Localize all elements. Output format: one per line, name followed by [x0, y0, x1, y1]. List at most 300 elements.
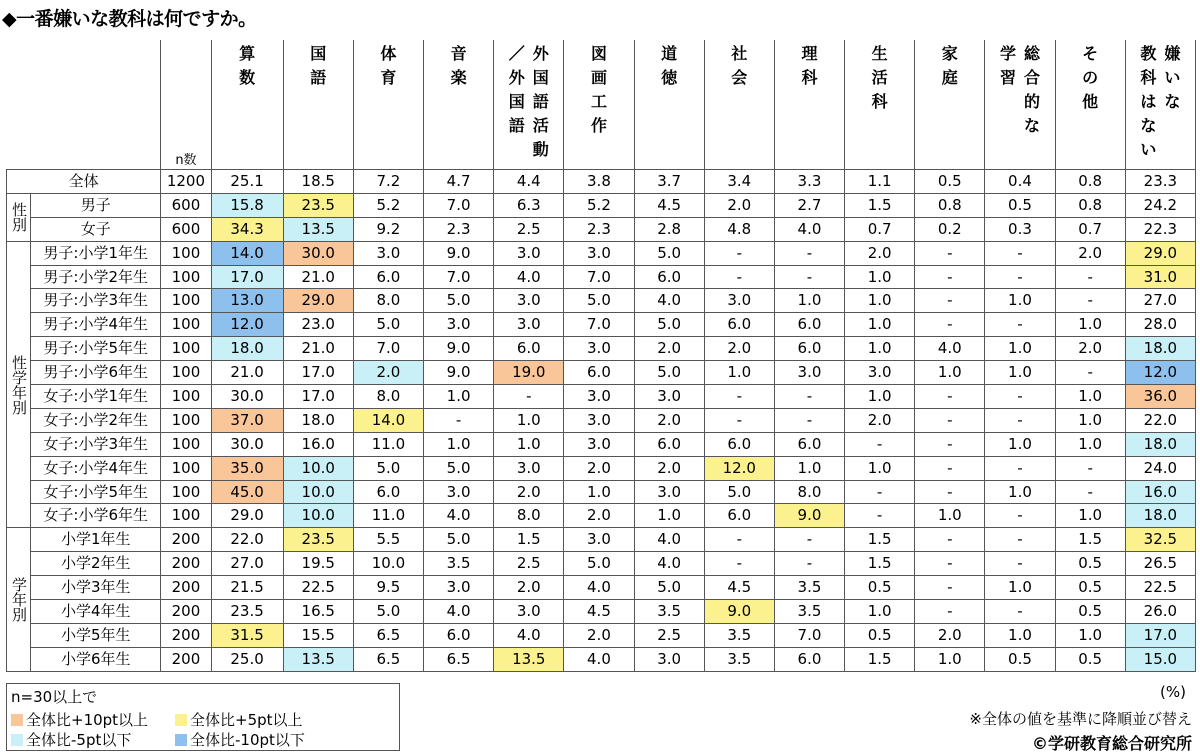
value-cell: 3.5	[704, 647, 774, 671]
n-cell: 600	[161, 193, 211, 217]
legend-item	[175, 709, 303, 730]
value-cell: 1.0	[985, 289, 1055, 313]
n-cell: 100	[161, 432, 211, 456]
value-cell: -	[915, 289, 985, 313]
value-cell: 14.0	[353, 408, 423, 432]
n-cell: 200	[161, 552, 211, 576]
value-cell: 5.0	[634, 361, 704, 385]
value-cell: 0.2	[915, 217, 985, 241]
legend-item	[11, 729, 131, 750]
value-cell: 19.5	[283, 552, 353, 576]
value-cell: 4.0	[564, 576, 634, 600]
value-cell: -	[915, 552, 985, 576]
value-cell: 4.0	[915, 337, 985, 361]
value-cell: -	[985, 504, 1055, 528]
value-cell: 9.5	[353, 576, 423, 600]
value-cell: 4.0	[424, 504, 494, 528]
value-cell: 13.5	[283, 217, 353, 241]
value-cell: 7.0	[424, 265, 494, 289]
value-cell: -	[845, 432, 915, 456]
value-cell: 3.0	[774, 361, 844, 385]
value-cell: 25.0	[211, 647, 283, 671]
value-cell: 9.2	[353, 217, 423, 241]
value-cell: 6.5	[424, 647, 494, 671]
value-cell: 3.0	[634, 385, 704, 409]
page-title: ◆一番嫌いな教科は何ですか。	[2, 8, 257, 30]
table-row	[7, 552, 1196, 576]
value-cell: -	[985, 552, 1055, 576]
legend-label: 全体比-10pt以下	[190, 731, 305, 749]
value-cell: 6.0	[494, 337, 564, 361]
legend	[6, 683, 400, 751]
table-row	[7, 504, 1196, 528]
value-cell: -	[915, 241, 985, 265]
value-cell: 6.0	[564, 361, 634, 385]
value-cell: 13.0	[211, 289, 283, 313]
legend-item	[11, 709, 148, 730]
value-cell: 3.0	[424, 480, 494, 504]
value-cell: 1.5	[1055, 528, 1125, 552]
value-cell: -	[774, 408, 844, 432]
value-cell: 5.0	[424, 528, 494, 552]
value-cell: 0.5	[845, 623, 915, 647]
value-cell: 6.0	[353, 265, 423, 289]
value-cell: 5.0	[353, 600, 423, 624]
value-cell: 17.0	[1125, 623, 1195, 647]
value-cell: 4.5	[564, 600, 634, 624]
value-cell: 2.0	[1055, 337, 1125, 361]
row-label: 女子	[31, 217, 161, 241]
value-cell: 26.5	[1125, 552, 1195, 576]
table-row	[7, 241, 1196, 265]
value-cell: 28.0	[1125, 313, 1195, 337]
n-cell: 100	[161, 385, 211, 409]
value-cell: 30.0	[211, 385, 283, 409]
value-cell: 19.0	[494, 361, 564, 385]
value-cell: 18.0	[1125, 432, 1195, 456]
value-cell: 6.0	[774, 313, 844, 337]
value-cell: 22.0	[1125, 408, 1195, 432]
value-cell: -	[1055, 361, 1125, 385]
value-cell: 22.0	[211, 528, 283, 552]
value-cell: -	[845, 504, 915, 528]
table-row	[7, 456, 1196, 480]
value-cell: -	[1055, 456, 1125, 480]
value-cell: 22.5	[1125, 576, 1195, 600]
value-cell: 1.0	[845, 313, 915, 337]
value-cell: 0.5	[1055, 552, 1125, 576]
header-row	[7, 40, 1196, 170]
value-cell: 5.2	[353, 193, 423, 217]
row-label: 男子:小学3年生	[31, 289, 161, 313]
value-cell: 1.0	[1055, 385, 1125, 409]
table-row	[7, 217, 1196, 241]
table-row	[7, 408, 1196, 432]
row-label: 小学6年生	[31, 647, 161, 671]
unit-label: (%)	[1160, 683, 1186, 701]
group-label	[7, 193, 31, 241]
value-cell: 0.5	[1055, 576, 1125, 600]
value-cell: -	[915, 480, 985, 504]
value-cell: -	[985, 600, 1055, 624]
value-cell: -	[1055, 265, 1125, 289]
header-blank	[7, 40, 161, 170]
value-cell: 10.0	[353, 552, 423, 576]
value-cell: 21.0	[211, 361, 283, 385]
value-cell: 0.7	[1055, 217, 1125, 241]
value-cell: 0.8	[1055, 193, 1125, 217]
value-cell: 31.5	[211, 623, 283, 647]
value-cell: 6.0	[634, 432, 704, 456]
value-cell: 4.5	[634, 193, 704, 217]
value-cell: 3.0	[494, 241, 564, 265]
value-cell: 9.0	[704, 600, 774, 624]
value-cell: 8.0	[353, 289, 423, 313]
value-cell: 4.0	[774, 217, 844, 241]
value-cell: 1.0	[985, 432, 1055, 456]
value-cell: 4.7	[424, 170, 494, 194]
value-cell: 1.0	[845, 385, 915, 409]
group-label-text: 性学年別	[10, 354, 29, 415]
n-cell: 100	[161, 313, 211, 337]
row-label: 女子:小学1年生	[31, 385, 161, 409]
value-cell: 9.0	[424, 337, 494, 361]
legend-swatch	[11, 714, 23, 726]
value-cell: 29.0	[211, 504, 283, 528]
value-cell: 10.0	[283, 456, 353, 480]
value-cell: 27.0	[1125, 289, 1195, 313]
value-cell: 15.8	[211, 193, 283, 217]
value-cell: 3.0	[564, 337, 634, 361]
row-label: 女子:小学3年生	[31, 432, 161, 456]
value-cell: 1.0	[634, 504, 704, 528]
value-cell: 2.5	[634, 623, 704, 647]
value-cell: 2.3	[564, 217, 634, 241]
n-cell: 100	[161, 456, 211, 480]
value-cell: 0.5	[985, 193, 1055, 217]
value-cell: -	[985, 265, 1055, 289]
row-label: 小学5年生	[31, 623, 161, 647]
value-cell: 3.5	[704, 623, 774, 647]
value-cell: 32.5	[1125, 528, 1195, 552]
value-cell: 7.2	[353, 170, 423, 194]
value-cell: 5.0	[634, 313, 704, 337]
value-cell: 0.5	[985, 647, 1055, 671]
legend-swatch	[175, 714, 187, 726]
value-cell: 3.0	[564, 408, 634, 432]
value-cell: -	[704, 265, 774, 289]
value-cell: 13.5	[494, 647, 564, 671]
value-cell: 1.0	[564, 480, 634, 504]
value-cell: 11.0	[353, 504, 423, 528]
value-cell: -	[424, 408, 494, 432]
n-cell: 600	[161, 217, 211, 241]
value-cell: 2.0	[845, 241, 915, 265]
table-row	[7, 385, 1196, 409]
value-cell: 21.5	[211, 576, 283, 600]
value-cell: 6.0	[353, 480, 423, 504]
group-label	[7, 528, 31, 671]
column-header: 算 数	[211, 40, 283, 170]
value-cell: 4.5	[704, 576, 774, 600]
value-cell: 3.0	[704, 289, 774, 313]
n-cell: 100	[161, 337, 211, 361]
value-cell: 7.0	[564, 313, 634, 337]
row-label: 男子:小学4年生	[31, 313, 161, 337]
value-cell: -	[915, 576, 985, 600]
value-cell: -	[985, 385, 1055, 409]
value-cell: 30.0	[283, 241, 353, 265]
value-cell: 1.0	[774, 456, 844, 480]
value-cell: 3.0	[494, 600, 564, 624]
value-cell: 24.0	[1125, 456, 1195, 480]
value-cell: 1.0	[424, 432, 494, 456]
value-cell: 1.0	[985, 337, 1055, 361]
value-cell: 1.0	[1055, 432, 1125, 456]
n-cell: 100	[161, 361, 211, 385]
value-cell: 6.0	[424, 623, 494, 647]
value-cell: -	[774, 241, 844, 265]
n-header: n数	[161, 40, 211, 170]
value-cell: 1.5	[494, 528, 564, 552]
value-cell: -	[845, 480, 915, 504]
row-label: 全体	[7, 170, 161, 194]
value-cell: 5.0	[353, 456, 423, 480]
value-cell: 1.1	[845, 170, 915, 194]
value-cell: 1.0	[1055, 313, 1125, 337]
table-row	[7, 265, 1196, 289]
value-cell: 18.0	[1125, 504, 1195, 528]
value-cell: 1.5	[845, 193, 915, 217]
value-cell: 6.0	[704, 504, 774, 528]
value-cell: 1.0	[1055, 623, 1125, 647]
value-cell: 5.2	[564, 193, 634, 217]
value-cell: 12.0	[1125, 361, 1195, 385]
value-cell: 2.5	[494, 217, 564, 241]
legend-swatch	[175, 734, 187, 746]
group-label-text: 学年別	[10, 577, 29, 623]
value-cell: 3.8	[564, 170, 634, 194]
value-cell: 16.0	[1125, 480, 1195, 504]
column-header: 音 楽	[424, 40, 494, 170]
n-cell: 100	[161, 241, 211, 265]
value-cell: 6.3	[494, 193, 564, 217]
value-cell: 26.0	[1125, 600, 1195, 624]
value-cell: 4.0	[424, 600, 494, 624]
legend-title: n=30以上で	[11, 688, 98, 706]
n-cell: 100	[161, 480, 211, 504]
value-cell: 0.5	[845, 576, 915, 600]
value-cell: 3.0	[845, 361, 915, 385]
value-cell: -	[985, 456, 1055, 480]
row-label: 男子:小学6年生	[31, 361, 161, 385]
value-cell: 1.0	[985, 480, 1055, 504]
value-cell: 27.0	[211, 552, 283, 576]
value-cell: 18.5	[283, 170, 353, 194]
value-cell: 3.0	[494, 313, 564, 337]
value-cell: 1.0	[494, 408, 564, 432]
n-cell: 100	[161, 408, 211, 432]
value-cell: 10.0	[283, 504, 353, 528]
value-cell: 15.5	[283, 623, 353, 647]
value-cell: 23.5	[283, 193, 353, 217]
value-cell: 25.1	[211, 170, 283, 194]
value-cell: 0.3	[985, 217, 1055, 241]
table-row	[7, 528, 1196, 552]
value-cell: 1.0	[985, 576, 1055, 600]
value-cell: 21.0	[283, 265, 353, 289]
value-cell: 3.0	[564, 528, 634, 552]
n-cell: 200	[161, 600, 211, 624]
row-label: 女子:小学5年生	[31, 480, 161, 504]
value-cell: 7.0	[774, 623, 844, 647]
row-label: 小学2年生	[31, 552, 161, 576]
value-cell: -	[704, 408, 774, 432]
value-cell: 22.3	[1125, 217, 1195, 241]
value-cell: -	[915, 265, 985, 289]
row-label: 男子	[31, 193, 161, 217]
value-cell: 1.0	[1055, 408, 1125, 432]
value-cell: 9.0	[424, 241, 494, 265]
table-row	[7, 647, 1196, 671]
value-cell: -	[985, 528, 1055, 552]
row-label: 小学1年生	[31, 528, 161, 552]
row-label: 女子:小学6年生	[31, 504, 161, 528]
table-row	[7, 313, 1196, 337]
column-header: 嫌 い な 教 科 は な い	[1125, 40, 1195, 170]
value-cell: 2.0	[704, 337, 774, 361]
value-cell: 6.0	[774, 337, 844, 361]
row-label: 男子:小学2年生	[31, 265, 161, 289]
value-cell: 3.4	[704, 170, 774, 194]
value-cell: 4.0	[564, 647, 634, 671]
value-cell: 17.0	[211, 265, 283, 289]
value-cell: 18.0	[1125, 337, 1195, 361]
row-label: 小学4年生	[31, 600, 161, 624]
table-row	[7, 576, 1196, 600]
table-row	[7, 193, 1196, 217]
group-label	[7, 241, 31, 528]
value-cell: 0.5	[1055, 600, 1125, 624]
value-cell: 4.0	[634, 528, 704, 552]
value-cell: 5.0	[353, 313, 423, 337]
value-cell: -	[915, 432, 985, 456]
value-cell: 4.4	[494, 170, 564, 194]
column-header: 国 語	[283, 40, 353, 170]
value-cell: 23.0	[283, 313, 353, 337]
value-cell: 18.0	[283, 408, 353, 432]
value-cell: 8.0	[494, 504, 564, 528]
value-cell: 2.0	[494, 576, 564, 600]
column-header: 体 育	[353, 40, 423, 170]
value-cell: -	[915, 313, 985, 337]
table-row	[7, 480, 1196, 504]
value-cell: 0.5	[915, 170, 985, 194]
value-cell: 12.0	[211, 313, 283, 337]
value-cell: 29.0	[283, 289, 353, 313]
value-cell: 22.5	[283, 576, 353, 600]
value-cell: 23.3	[1125, 170, 1195, 194]
value-cell: 1.5	[845, 647, 915, 671]
value-cell: 1.0	[915, 504, 985, 528]
column-header: そ の 他	[1055, 40, 1125, 170]
value-cell: 3.0	[353, 241, 423, 265]
value-cell: 0.8	[1055, 170, 1125, 194]
value-cell: 1.0	[985, 361, 1055, 385]
column-header: 生 活 科	[845, 40, 915, 170]
value-cell: 6.0	[704, 313, 774, 337]
value-cell: 3.0	[634, 647, 704, 671]
value-cell: 17.0	[283, 361, 353, 385]
copyright: ©学研教育総合研究所	[1031, 734, 1192, 753]
table-row	[7, 337, 1196, 361]
value-cell: -	[915, 385, 985, 409]
legend-swatch	[11, 734, 23, 746]
value-cell: 2.3	[424, 217, 494, 241]
value-cell: 16.0	[283, 432, 353, 456]
column-header: 家 庭	[915, 40, 985, 170]
value-cell: -	[915, 408, 985, 432]
value-cell: -	[985, 313, 1055, 337]
value-cell: 8.0	[353, 385, 423, 409]
value-cell: 2.0	[915, 623, 985, 647]
value-cell: 3.0	[564, 241, 634, 265]
value-cell: 0.5	[1055, 647, 1125, 671]
value-cell: 4.8	[704, 217, 774, 241]
value-cell: -	[774, 552, 844, 576]
value-cell: 1.5	[845, 528, 915, 552]
value-cell: -	[915, 600, 985, 624]
value-cell: 0.7	[845, 217, 915, 241]
value-cell: 1.0	[845, 265, 915, 289]
value-cell: 7.0	[424, 193, 494, 217]
n-cell: 1200	[161, 170, 211, 194]
column-header: 道 徳	[634, 40, 704, 170]
table-row	[7, 432, 1196, 456]
row-label: 男子:小学1年生	[31, 241, 161, 265]
value-cell: 1.5	[845, 552, 915, 576]
value-cell: 2.0	[1055, 241, 1125, 265]
value-cell: 30.0	[211, 432, 283, 456]
value-cell: 18.0	[211, 337, 283, 361]
value-cell: 11.0	[353, 432, 423, 456]
value-cell: 5.0	[564, 552, 634, 576]
value-cell: 34.3	[211, 217, 283, 241]
value-cell: 0.8	[915, 193, 985, 217]
value-cell: 3.0	[564, 385, 634, 409]
value-cell: 16.5	[283, 600, 353, 624]
value-cell: -	[704, 528, 774, 552]
value-cell: -	[985, 408, 1055, 432]
value-cell: 3.0	[424, 576, 494, 600]
n-cell: 100	[161, 289, 211, 313]
value-cell: 2.0	[564, 623, 634, 647]
group-label-text: 性別	[10, 202, 29, 233]
value-cell: 35.0	[211, 456, 283, 480]
value-cell: 15.0	[1125, 647, 1195, 671]
n-cell: 200	[161, 623, 211, 647]
value-cell: 4.0	[494, 623, 564, 647]
value-cell: 5.0	[634, 241, 704, 265]
value-cell: -	[1055, 480, 1125, 504]
value-cell: 1.0	[845, 600, 915, 624]
value-cell: 6.0	[634, 265, 704, 289]
column-header: 外 国 語 活 動 ／ 外 国 語	[494, 40, 564, 170]
value-cell: 2.0	[634, 456, 704, 480]
value-cell: -	[774, 265, 844, 289]
value-cell: 12.0	[704, 456, 774, 480]
value-cell: 9.0	[424, 361, 494, 385]
